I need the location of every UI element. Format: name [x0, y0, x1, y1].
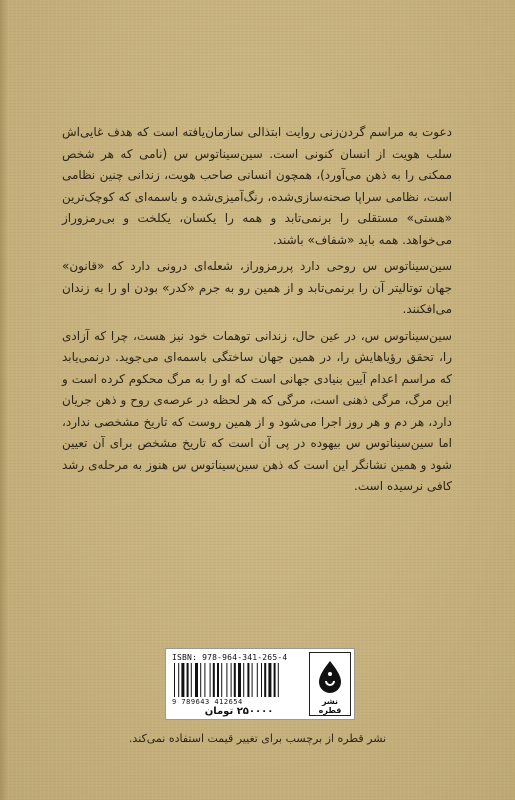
blurb-text: [62, 122, 452, 503]
blurb-paragraph-2: سین‌سیناتوس س روحی دارد پررمزوراز، شعله‌ای درونی دارد که «قانون» جهان توتالیتر آن را برنمی‌تابد و از همین رو به جرم «کدر» بودن او را به زندان می‌افکنند.: [62, 259, 452, 316]
isbn-text: ISBN: 978-964-341-265-4: [172, 653, 288, 662]
price-text: ۲۵۰۰۰۰ تومان: [204, 706, 274, 717]
barcode-digits: 9 789643 412654: [172, 698, 243, 706]
blurb-paragraph-1: دعوت به مراسم گردن‌زنی روایت ابتذالی سازمان‌یافته است که هدف غایی‌اش سلب هویت از انسان کنونی است. سین‌سیناتوس س (نامی که هر شخص ممکنی را به ذهن می‌آورد)، همچون انسانی صاحب هویت، زندانی چنین نظامی است، نظامی سراپا صحنه‌سازی‌شده، رنگ‌آمیزی‌شده و باسمه‌ای که کوچک‌ترین «هستی» مستقلی را برنمی‌تابد و همه را یکسان، یکلخت و بی‌رمزوراز می‌خواهد. همه باید «شفاف» باشند.: [62, 125, 452, 247]
price-notice: نشر قطره از برچسب برای تغییر قیمت استفاده نمی‌کند.: [128, 732, 387, 745]
publisher-logo-label: نشر قطره: [318, 697, 342, 715]
publisher-logo-icon: [316, 659, 344, 693]
publisher-logo: [309, 652, 351, 716]
barcode-icon: [172, 663, 306, 697]
cover-edge-shadow: [0, 0, 8, 800]
barcode-label: [165, 648, 355, 720]
blurb-paragraph-3: سین‌سیناتوس س، در عین حال، زندانی توهمات خود نیز هست، چرا که آزادی را، تحقق رؤیاهایش را، در همین جهان ساختگی باسمه‌ای می‌جوید. درنمی‌یابد که مراسم اعدام آیین بنیادی جهانی است که او را به مرگ محکوم کرده است و این مرگ، مرگی ذهنی است، مرگی که هر لحظه در عرصه‌ی روح و ذهن جریان دارد، هر دم و هر روز اجرا می‌شود و از همین روست که تاریخ مشخصی ندارد، اما سین‌سیناتوس س بیهوده در پی آن است که تاریخ مشخص برای آن تعیین شود و همین نشانگر این است که ذهن سین‌سیناتوس س هنوز به مرحله‌ی رشد کافی نرسیده است.: [62, 328, 452, 493]
